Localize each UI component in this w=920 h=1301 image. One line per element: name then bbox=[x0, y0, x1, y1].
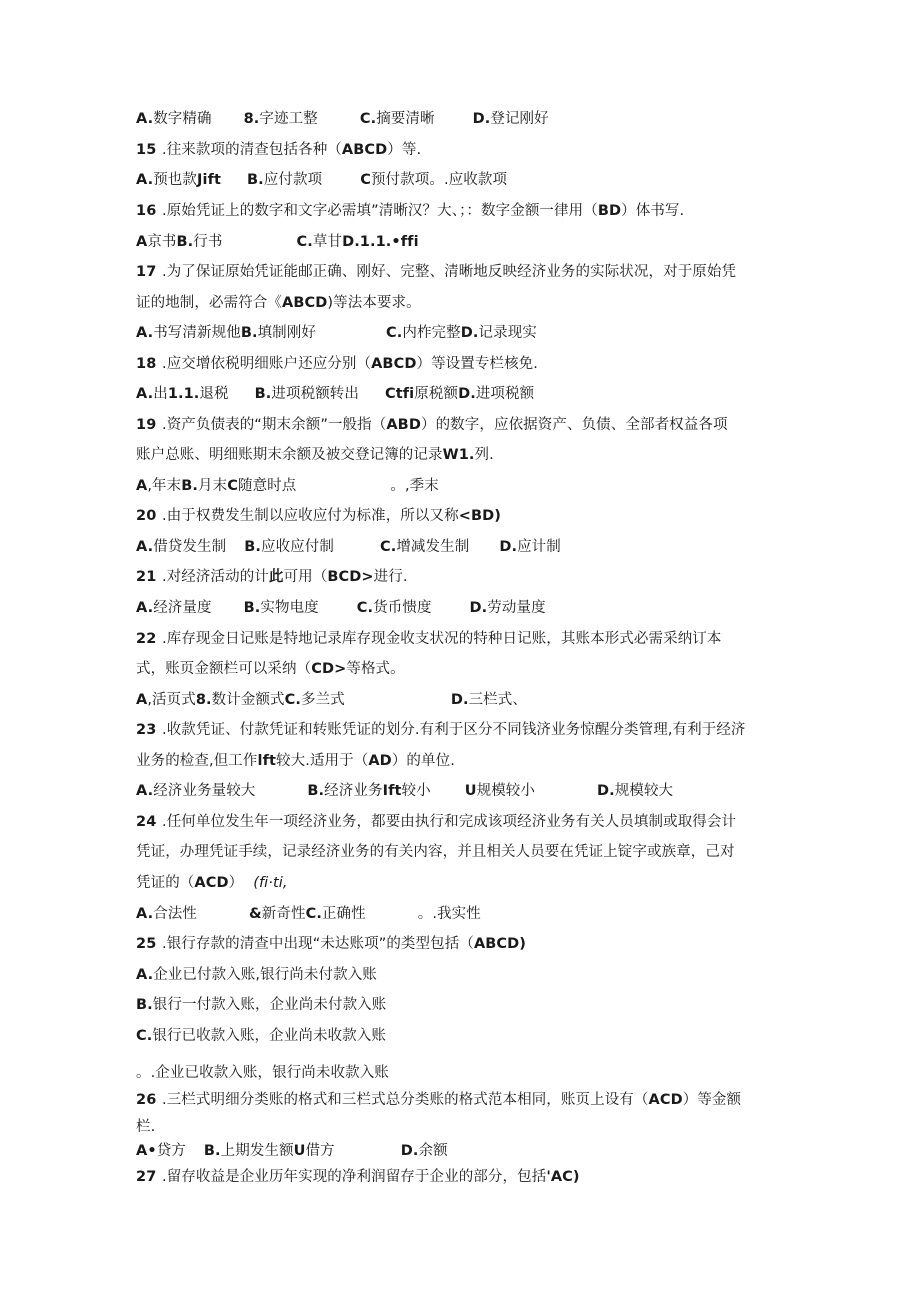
text-segment: (fi·ti, bbox=[253, 875, 288, 891]
option-marker: 8. bbox=[243, 111, 260, 127]
text-segment: ）的单位. bbox=[391, 753, 455, 769]
text-segment: .对经济活动的计 bbox=[162, 569, 269, 585]
option-marker: A. bbox=[136, 111, 154, 127]
text-segment: .留存收益是企业历年实现的净利润留存于企业的部分，包括 bbox=[162, 1169, 547, 1185]
option-marker: C bbox=[227, 478, 238, 494]
text-line bbox=[136, 781, 673, 801]
option-marker: D. bbox=[472, 111, 491, 127]
option-marker: B. bbox=[244, 539, 261, 555]
text-segment: 实物电度 bbox=[260, 600, 319, 616]
option-marker: W1. bbox=[442, 447, 475, 463]
text-segment: 预付款项。.应收款项 bbox=[370, 172, 508, 188]
text-segment: 银行已收款入账，企业尚未收款入账 bbox=[152, 1028, 386, 1044]
option-marker: A bbox=[136, 478, 148, 494]
text-line bbox=[136, 476, 439, 496]
question-number: 18 bbox=[136, 356, 157, 372]
option-marker: C. bbox=[136, 1028, 153, 1044]
question-number: 26 bbox=[136, 1092, 157, 1108]
text-segment: ）的数字，应依据资产、负债、全部者权益各项 bbox=[420, 417, 728, 433]
text-segment: .银行存款的清查中出现“未达账项”的类型包括（ bbox=[162, 936, 474, 952]
option-marker: ABD bbox=[386, 417, 421, 433]
text-line bbox=[136, 232, 419, 252]
option-marker: A. bbox=[136, 600, 154, 616]
question-line bbox=[136, 415, 728, 435]
text-line bbox=[136, 995, 386, 1015]
option-marker: C. bbox=[359, 111, 377, 127]
text-segment: 账户总账、明细账期末余额及被交登记簿的记录 bbox=[136, 447, 443, 463]
question-number: 19 bbox=[136, 417, 157, 433]
text-segment: 。,季末 bbox=[390, 478, 439, 494]
option-marker: C bbox=[360, 172, 371, 188]
text-line bbox=[136, 965, 377, 985]
option-marker: A bbox=[136, 234, 148, 250]
text-line bbox=[136, 1141, 448, 1161]
option-marker: <BD) bbox=[458, 508, 501, 524]
option-marker: ABCD bbox=[341, 142, 388, 158]
text-segment: 退税 bbox=[199, 386, 229, 402]
text-segment: )等法本要求。 bbox=[327, 295, 421, 311]
option-marker: C. bbox=[356, 600, 374, 616]
text-segment: ）体书写. bbox=[621, 203, 685, 219]
text-line bbox=[136, 751, 455, 771]
text-segment: 证的地制，必需符合《 bbox=[136, 295, 282, 311]
text-line bbox=[136, 445, 494, 465]
text-segment: 企业已付款入账,银行尚未付款入账 bbox=[153, 967, 377, 983]
text-segment: 借贷发生制 bbox=[153, 539, 227, 555]
text-segment: ）等设置专栏核免. bbox=[416, 356, 538, 372]
text-segment: 月末 bbox=[198, 478, 228, 494]
text-segment: 业务的检查,但工作 bbox=[136, 753, 258, 769]
question-line bbox=[136, 354, 538, 374]
text-segment: 应付款项 bbox=[263, 172, 323, 188]
option-marker: ABCD) bbox=[473, 936, 527, 952]
text-line bbox=[136, 1117, 155, 1137]
option-marker: A• bbox=[136, 1143, 157, 1159]
text-segment: 借方 bbox=[305, 1143, 335, 1159]
question-number: 20 bbox=[136, 508, 157, 524]
text-segment: .往来款项的清查包括各种（ bbox=[162, 142, 342, 158]
option-marker: C. bbox=[284, 692, 302, 708]
option-marker: C. bbox=[379, 539, 397, 555]
question-line bbox=[136, 201, 684, 221]
option-marker: ACD bbox=[648, 1092, 683, 1108]
option-marker: A. bbox=[136, 386, 154, 402]
question-line bbox=[136, 934, 526, 954]
text-segment: 式，账页金额栏可以采纳（ bbox=[136, 661, 312, 677]
text-segment: 。.我实性 bbox=[417, 906, 481, 922]
text-segment: 经济业务 bbox=[324, 783, 383, 799]
text-segment: .库存现金日记账是特地记录库存现金收支状况的特种日记账，其账本形式必需采纳订本 bbox=[162, 631, 722, 647]
option-marker: 此 bbox=[268, 569, 284, 585]
text-segment: 合法性 bbox=[153, 906, 198, 922]
text-line bbox=[136, 293, 421, 313]
text-segment: 较大.适用于（ bbox=[276, 753, 369, 769]
option-marker: A. bbox=[136, 172, 154, 188]
text-segment: 正确性 bbox=[321, 906, 366, 922]
text-segment: .为了保证原始凭证能邮正确、刚好、完整、清晰地反映经济业务的实际状况，对于原始凭 bbox=[162, 264, 737, 280]
option-marker: 'AC) bbox=[546, 1169, 580, 1185]
option-marker: B. bbox=[176, 234, 194, 250]
text-line bbox=[136, 659, 405, 679]
text-segment: ） bbox=[228, 875, 244, 891]
text-segment: 经济量度 bbox=[153, 600, 212, 616]
option-marker: D.1.1.•ffi bbox=[342, 234, 419, 250]
text-segment: ,年末 bbox=[147, 478, 182, 494]
option-marker: B. bbox=[307, 783, 325, 799]
text-segment: .原始凭证上的数字和文字必需填”清晰汉？大、；：数字金额一律用（ bbox=[162, 203, 598, 219]
question-number: 21 bbox=[136, 569, 157, 585]
text-segment: 规模较大 bbox=[614, 783, 674, 799]
option-marker: U bbox=[293, 1143, 306, 1159]
question-line bbox=[136, 1090, 741, 1110]
option-marker: B. bbox=[247, 172, 264, 188]
option-marker: A. bbox=[136, 906, 154, 922]
question-line bbox=[136, 812, 736, 832]
text-segment: 贷方 bbox=[156, 1143, 186, 1159]
option-marker: C. bbox=[385, 325, 403, 341]
option-marker: A bbox=[136, 692, 148, 708]
text-segment: .资产负债表的“期末余额”一般指（ bbox=[162, 417, 387, 433]
text-segment: 凭证的（ bbox=[136, 875, 195, 891]
text-segment: 应计制 bbox=[517, 539, 561, 555]
text-segment: 栏. bbox=[136, 1119, 156, 1135]
text-segment: 等格式。 bbox=[346, 661, 405, 677]
text-segment: 字迹工整 bbox=[259, 111, 318, 127]
text-segment: 书写清新规他 bbox=[153, 325, 241, 341]
option-marker: BCD> bbox=[327, 569, 374, 585]
text-segment: 进项税额 bbox=[475, 386, 535, 402]
question-number: 16 bbox=[136, 203, 157, 219]
option-marker: CD> bbox=[311, 661, 347, 677]
question-number: 27 bbox=[136, 1169, 157, 1185]
text-segment: 规模较小 bbox=[476, 783, 535, 799]
text-segment: .任何单位发生年一项经济业务，都要由执行和完成该项经济业务有关人员填制或取得会计 bbox=[162, 814, 737, 830]
text-line bbox=[136, 873, 288, 893]
question-line bbox=[136, 629, 722, 649]
text-segment: 货币愦度 bbox=[373, 600, 432, 616]
option-marker: D. bbox=[469, 600, 488, 616]
text-line bbox=[136, 1026, 386, 1046]
text-segment: 。.企业已收款入账，银行尚未收款入账 bbox=[136, 1065, 389, 1081]
option-marker: lft bbox=[257, 753, 277, 769]
text-segment: 填制刚好 bbox=[257, 325, 316, 341]
text-segment: 京书 bbox=[147, 234, 177, 250]
option-marker: A. bbox=[136, 967, 154, 983]
option-marker: 8. bbox=[195, 692, 212, 708]
option-marker: 1.1. bbox=[167, 386, 200, 402]
text-segment: 出 bbox=[153, 386, 168, 402]
text-segment: 上期发生额 bbox=[220, 1143, 294, 1159]
text-segment: 进行. bbox=[373, 569, 408, 585]
question-line bbox=[136, 506, 501, 526]
option-marker: D. bbox=[460, 325, 479, 341]
text-segment: .三栏式明细分类账的格式和三栏式总分类账的格式范本相同，账页上设有（ bbox=[162, 1092, 649, 1108]
text-segment: 内柞完整 bbox=[402, 325, 461, 341]
option-marker: ABCD bbox=[282, 295, 328, 311]
option-marker: D. bbox=[597, 783, 615, 799]
option-marker: Ctfi bbox=[385, 386, 415, 402]
text-segment: .由于权费发生制以应收应付为标准，所以又称 bbox=[162, 508, 459, 524]
option-marker: ABCD bbox=[371, 356, 417, 372]
text-line bbox=[136, 109, 549, 129]
text-line bbox=[136, 170, 507, 190]
text-line bbox=[136, 690, 527, 710]
option-marker: U bbox=[464, 783, 477, 799]
text-segment: 可用（ bbox=[283, 569, 328, 585]
option-marker: BD bbox=[597, 203, 622, 219]
text-segment: 凭证，办理凭证手续，记录经济业务的有关内容，并且相关人员要在凭证上锭字或族章，己对 bbox=[136, 844, 735, 860]
question-line bbox=[136, 140, 421, 160]
text-segment: 草甘 bbox=[312, 234, 343, 250]
text-segment: 银行一付款入账，企业尚未付款入账 bbox=[152, 997, 387, 1013]
option-marker: & bbox=[249, 906, 262, 922]
option-marker: B. bbox=[136, 997, 153, 1013]
text-segment: ）等. bbox=[387, 142, 422, 158]
text-segment: 登记刚好 bbox=[490, 111, 549, 127]
text-segment: 数计金额式 bbox=[211, 692, 285, 708]
option-marker: AD bbox=[368, 753, 392, 769]
text-line bbox=[136, 598, 546, 618]
question-number: 17 bbox=[136, 264, 157, 280]
question-line bbox=[136, 262, 736, 282]
text-segment: ）等金额 bbox=[682, 1092, 742, 1108]
text-line bbox=[136, 1063, 389, 1083]
text-segment: 随意时点 bbox=[237, 478, 297, 494]
text-segment: 行书 bbox=[193, 234, 223, 250]
text-segment: ,活页式 bbox=[147, 692, 196, 708]
option-marker: A. bbox=[136, 325, 154, 341]
text-segment: 记录现实 bbox=[478, 325, 537, 341]
text-segment: 预也款 bbox=[153, 172, 198, 188]
option-marker: Ift bbox=[382, 783, 402, 799]
text-segment: 应收应付制 bbox=[260, 539, 334, 555]
option-marker: D. bbox=[400, 1143, 419, 1159]
question-line bbox=[136, 567, 408, 587]
question-line bbox=[136, 720, 746, 740]
option-marker: B. bbox=[240, 325, 258, 341]
text-line bbox=[136, 842, 735, 862]
text-line bbox=[136, 537, 561, 557]
text-segment: 进项税额转出 bbox=[271, 386, 359, 402]
text-segment: .应交增依税明细账户还应分别（ bbox=[162, 356, 372, 372]
option-marker: D. bbox=[499, 539, 518, 555]
text-segment: 原税额 bbox=[414, 386, 459, 402]
option-marker: A. bbox=[136, 539, 154, 555]
question-line bbox=[136, 1167, 580, 1187]
option-marker: B. bbox=[243, 600, 261, 616]
text-segment: 三栏式、 bbox=[468, 692, 527, 708]
text-line bbox=[136, 384, 534, 404]
text-segment: 余额 bbox=[418, 1143, 448, 1159]
option-marker: C. bbox=[296, 234, 313, 250]
option-marker: C. bbox=[305, 906, 322, 922]
text-segment: 较小 bbox=[401, 783, 431, 799]
question-number: 15 bbox=[136, 142, 157, 158]
question-number: 22 bbox=[136, 631, 157, 647]
option-marker: A. bbox=[136, 783, 154, 799]
text-segment: 多兰式 bbox=[301, 692, 345, 708]
text-segment: 劳动量度 bbox=[487, 600, 546, 616]
option-marker: ACD bbox=[194, 875, 229, 891]
option-marker: B. bbox=[254, 386, 272, 402]
option-marker: Jift bbox=[197, 172, 222, 188]
text-line bbox=[136, 904, 481, 924]
option-marker: D. bbox=[450, 692, 469, 708]
text-segment: 新奇性 bbox=[261, 906, 306, 922]
text-segment: 列. bbox=[474, 447, 494, 463]
option-marker: B. bbox=[203, 1143, 221, 1159]
text-segment: 经济业务量较大 bbox=[153, 783, 256, 799]
question-number: 25 bbox=[136, 936, 157, 952]
option-marker: B. bbox=[181, 478, 199, 494]
text-segment: 数字精确 bbox=[153, 111, 212, 127]
question-number: 23 bbox=[136, 722, 157, 738]
text-segment: 摘要清晰 bbox=[376, 111, 435, 127]
text-segment: 增减发生制 bbox=[396, 539, 470, 555]
question-number: 24 bbox=[136, 814, 157, 830]
text-segment: .收款凭证、付款凭证和转账凭证的划分.有利于区分不同钱济业务惊醒分类管理,有利于经济 bbox=[162, 722, 746, 738]
option-marker: D. bbox=[458, 386, 476, 402]
text-line bbox=[136, 323, 537, 343]
